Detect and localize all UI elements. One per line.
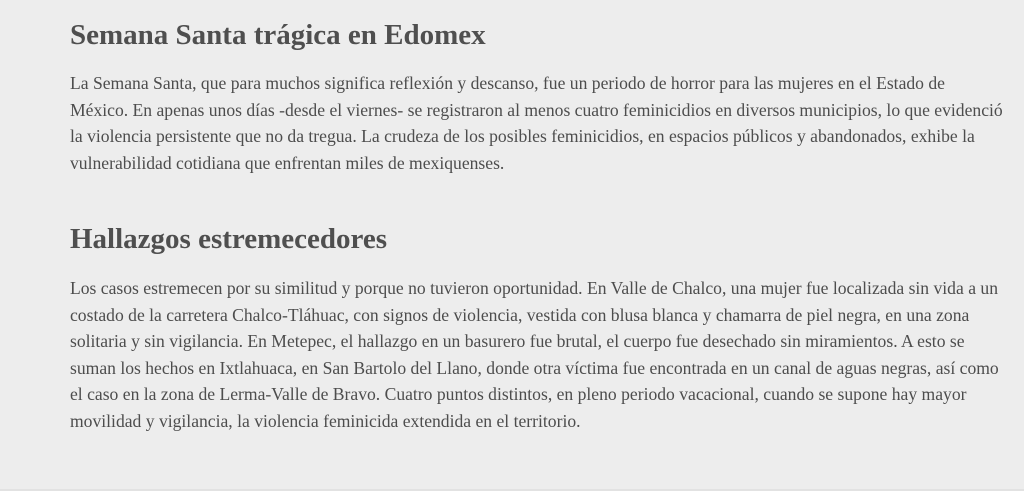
section-heading-hallazgos: Hallazgos estremecedores — [70, 223, 388, 255]
section-paragraph-hallazgos: Los casos estremecen por su similitud y porque no tuvieron oportunidad. En Valle de Chalco, una mujer fue localizada sin vida a un costado de la carretera Chalco-Tláhuac, con signos de violencia, vestida con blusa blanca y chamarra de piel negra, en una zona solitaria y sin vigilancia. En Metepec, el hallazgo en un basurero fue brutal, el cuerpo fue desechado sin miramientos. A esto se suman los hechos en Ixtlahuaca, en San Bartolo del Llano, donde otra víctima fue encontrada en un canal de aguas negras, así como el caso en la zona de Lerma-Valle de Bravo. Cuatro puntos distintos, en pleno periodo vacacional, cuando se supone hay mayor movilidad y vigilancia, la violencia feminicida extendida en el territorio. — [70, 278, 999, 431]
section-heading-semana-santa: Semana Santa trágica en Edomex — [70, 19, 486, 51]
section-paragraph-semana-santa: La Semana Santa, que para muchos significa reflexión y descanso, fue un periodo de horror para las mujeres en el Estado de México. En apenas unos días -desde el viernes- se registraron al menos cuatro feminicidios en diversos municipios, lo que evidenció la violencia persistente que no da tregua. La crudeza de los posibles feminicidios, en espacios públicos y abandonados, exhibe la vulnerabilidad cotidiana que enfrentan miles de mexiquenses. — [70, 73, 1003, 173]
